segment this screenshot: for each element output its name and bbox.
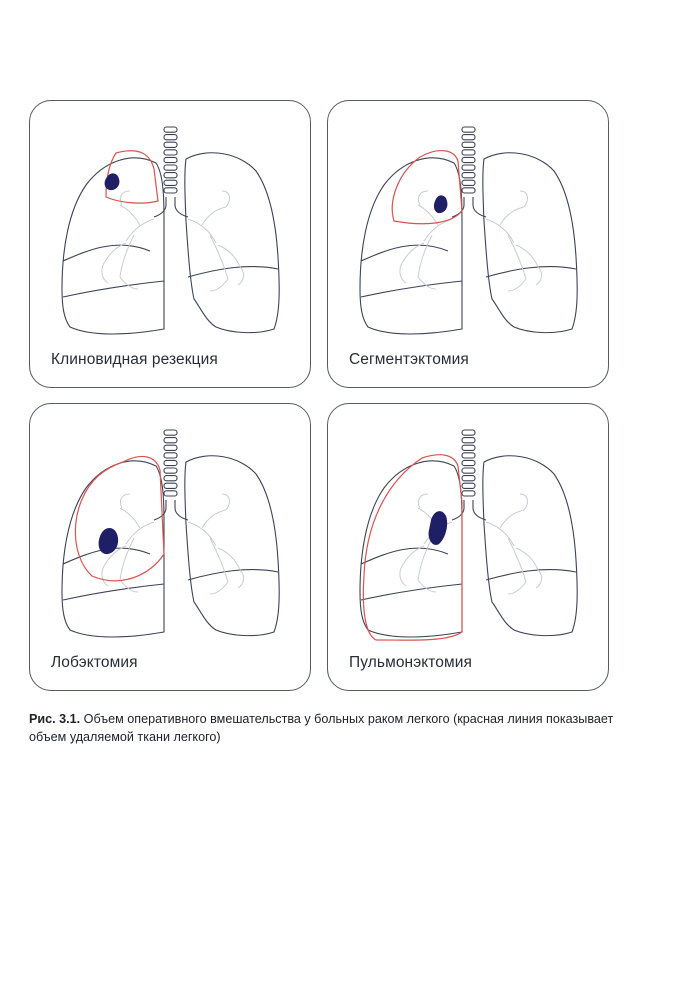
- trachea-icon: [154, 430, 188, 520]
- caption-prefix: Рис. 3.1.: [29, 712, 81, 726]
- trachea-icon: [154, 127, 188, 217]
- tumor-icon: [434, 195, 447, 213]
- lungs-diagram-segment: [328, 101, 609, 388]
- bronchial-tree-icon: [102, 494, 244, 594]
- lungs-diagram-lobe: [30, 404, 311, 691]
- bronchial-tree-icon: [400, 191, 542, 291]
- panel-segmentectomy: [327, 100, 609, 388]
- panel-label: Клиновидная резекция: [51, 351, 218, 368]
- lungs-diagram-pneumo: [328, 404, 609, 691]
- panel-label: Сегментэктомия: [349, 351, 469, 368]
- figure-caption: [29, 710, 649, 746]
- tumor-icon: [105, 173, 120, 190]
- bronchial-tree-icon: [102, 191, 244, 291]
- tumor-icon: [99, 528, 119, 554]
- panel-pneumonectomy: [327, 403, 609, 691]
- resection-line: [75, 456, 164, 580]
- panel-wedge-resection: [29, 100, 311, 388]
- trachea-icon: [452, 430, 486, 520]
- panel-label: Пульмонэктомия: [349, 654, 473, 671]
- trachea-icon: [452, 127, 486, 217]
- caption-text: Объем оперативного вмешательства у больных раком легкого (красная линия показывает объем удаляемой ткани легкого): [29, 712, 614, 744]
- lungs-diagram-wedge: [30, 101, 311, 388]
- resection-line: [363, 455, 462, 640]
- tumor-icon: [429, 511, 448, 545]
- bronchial-tree-icon: [400, 494, 542, 594]
- panel-label: Лобэктомия: [51, 654, 138, 671]
- panel-lobectomy: [29, 403, 311, 691]
